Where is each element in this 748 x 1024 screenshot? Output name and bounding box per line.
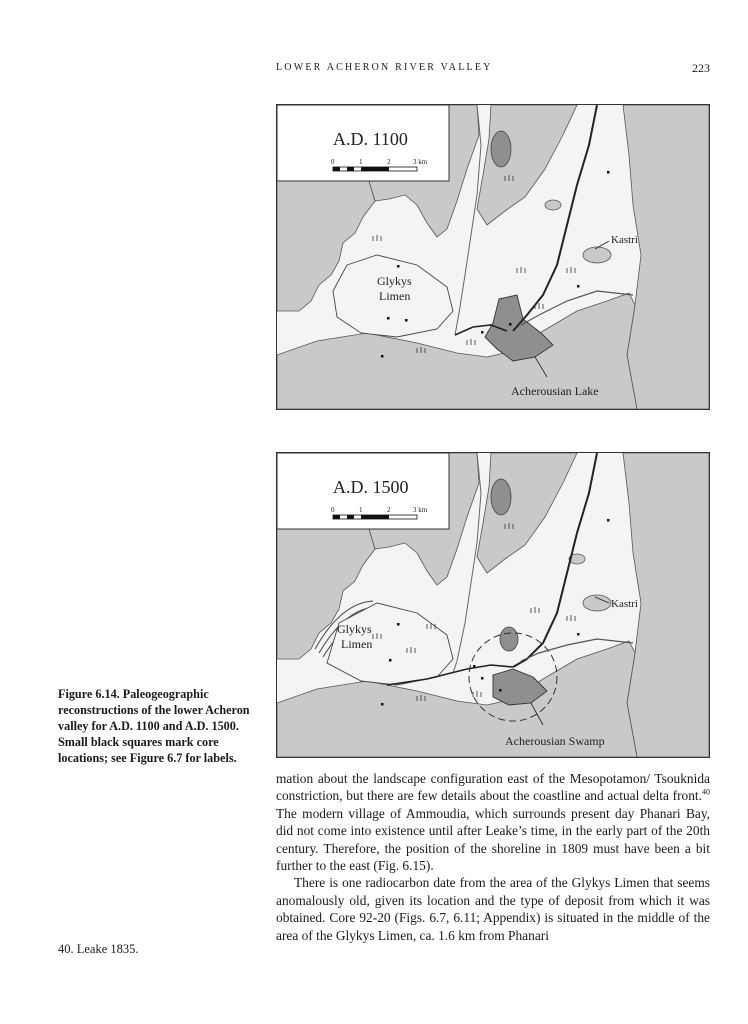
paragraph-1-text-cont: The modern village of Ammoudia, which surrounds present day Phanari Bay, did not come into existence until after Leake’s time, in the early part of the 20th century. Therefore, the position of the shoreline in 1809 must have been a bit further to the east (Fig. 6.15).	[276, 805, 710, 874]
running-head	[276, 62, 710, 78]
northern-hill-lake	[491, 479, 511, 515]
swamp-label: Acherousian Swamp	[505, 734, 605, 748]
scale-bar	[333, 167, 417, 171]
scale-label-2: 2	[387, 158, 391, 166]
kastri-label: Kastri	[611, 234, 638, 246]
paragraph-2: There is one radiocarbon date from the area of the Glykys Limen that seems anomalously old, given its location and the type of deposit from which it was obtained. Core 92-20 (Figs. 6.7, 6.11; Appendix) is situated in the middle of the area of the Glykys Limen, ca. 1.6 km from Phanari	[276, 875, 710, 943]
kastri-hill	[583, 247, 611, 263]
scale-label-2: 2	[387, 506, 391, 514]
small-lake	[500, 627, 518, 651]
scale-label-0: 0	[331, 158, 335, 166]
eastern-land	[623, 105, 709, 409]
glykys-label: Glykys	[377, 274, 412, 288]
scale-label-3: 3 km	[413, 506, 428, 514]
paragraph-1-text: mation about the landscape configuration east of the Mesopotamon/ Tsouknida constriction, but there are few details about the coastline and actual delta front.	[276, 771, 710, 804]
map-year-label: A.D. 1100	[333, 129, 408, 149]
central-ridge	[477, 105, 577, 225]
limen-label: Limen	[379, 289, 411, 303]
scale-label-0: 0	[331, 506, 335, 514]
footnote-ref-40[interactable]: 40	[702, 787, 710, 797]
limen-label: Limen	[341, 637, 373, 651]
kastri-label: Kastri	[611, 598, 638, 610]
map-year-label: A.D. 1500	[333, 477, 409, 497]
kastri-hill	[583, 595, 611, 611]
glykys-label: Glykys	[337, 622, 372, 636]
lake-label: Acherousian Lake	[511, 384, 599, 398]
body-text	[276, 770, 710, 944]
scale-label-1: 1	[359, 506, 363, 514]
northern-hill-lake	[491, 131, 511, 167]
map-1-drawing	[277, 105, 709, 409]
footnote: 40. Leake 1835.	[58, 942, 139, 956]
paragraph-1	[276, 770, 710, 874]
running-title: LOWER ACHERON RIVER VALLEY	[276, 62, 493, 73]
page-number: 223	[692, 61, 710, 75]
scale-label-1: 1	[359, 158, 363, 166]
scale-label-3: 3 km	[413, 158, 428, 166]
map-ad-1500	[276, 452, 710, 758]
map-ad-1100	[276, 104, 710, 410]
map-2-drawing	[277, 453, 709, 757]
figure-caption: Figure 6.14. Paleogeographic reconstructions of the lower Acheron valley for A.D. 1100 and A.D. 1500. Small black squares mark core locations; see Figure 6.7 for labels.	[58, 687, 250, 765]
central-ridge	[477, 453, 577, 573]
islet-1	[545, 200, 561, 210]
scale-bar	[333, 515, 417, 519]
